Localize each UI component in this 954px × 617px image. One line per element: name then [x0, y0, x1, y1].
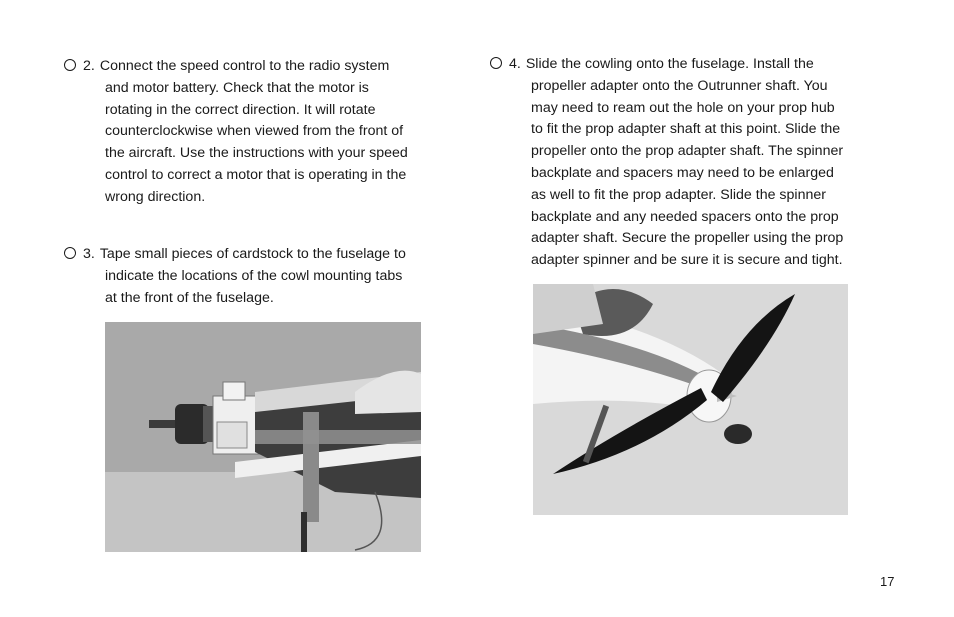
step-number: 2.: [83, 58, 95, 74]
step-text-first-line: Tape small pieces of cardstock to the fuselage to: [99, 246, 406, 262]
checkbox-circle-icon: [490, 57, 502, 69]
step-number: 3.: [83, 246, 95, 262]
step-text-first-line: Connect the speed control to the radio system: [99, 58, 390, 74]
step-2: [64, 56, 444, 209]
step-text-rest: and motor battery. Check that the motor is rotating in the correct direction. It will rotate counterclockwise when viewed from the front of the aircraft. Use the instructions with your speed control to correct a motor that is operating in the wrong direction.: [105, 79, 408, 205]
step-text-rest: propeller adapter onto the Outrunner shaft. You may need to ream out the hole on your prop hub to fit the prop adapter shaft at this point. Slide the propeller onto the prop adapter shaft. The spinner backplate and spacers may need to be enlarged as well to fit the prop adapter. Slide the spinner backplate and any needed spacers onto the prop adapter shaft. Secure the propeller using the prop adapter spinner and be sure it is secure and tight.: [531, 77, 844, 269]
checkbox-circle-icon: [64, 247, 76, 259]
step-4: [490, 54, 880, 272]
page-number: 17: [880, 574, 895, 589]
step-text-first-line: Slide the cowling onto the fuselage. Install the: [525, 56, 814, 72]
checkbox-circle-icon: [64, 59, 76, 71]
photo-propeller-installed: [533, 284, 848, 515]
propeller-illustration: [533, 284, 848, 515]
photo-fuselage-cardstock: [105, 322, 421, 552]
step-text-rest: indicate the locations of the cowl mounting tabs at the front of the fuselage.: [105, 267, 403, 306]
fuselage-illustration: [105, 322, 421, 552]
step-number: 4.: [509, 56, 521, 72]
step-3: [64, 244, 444, 309]
